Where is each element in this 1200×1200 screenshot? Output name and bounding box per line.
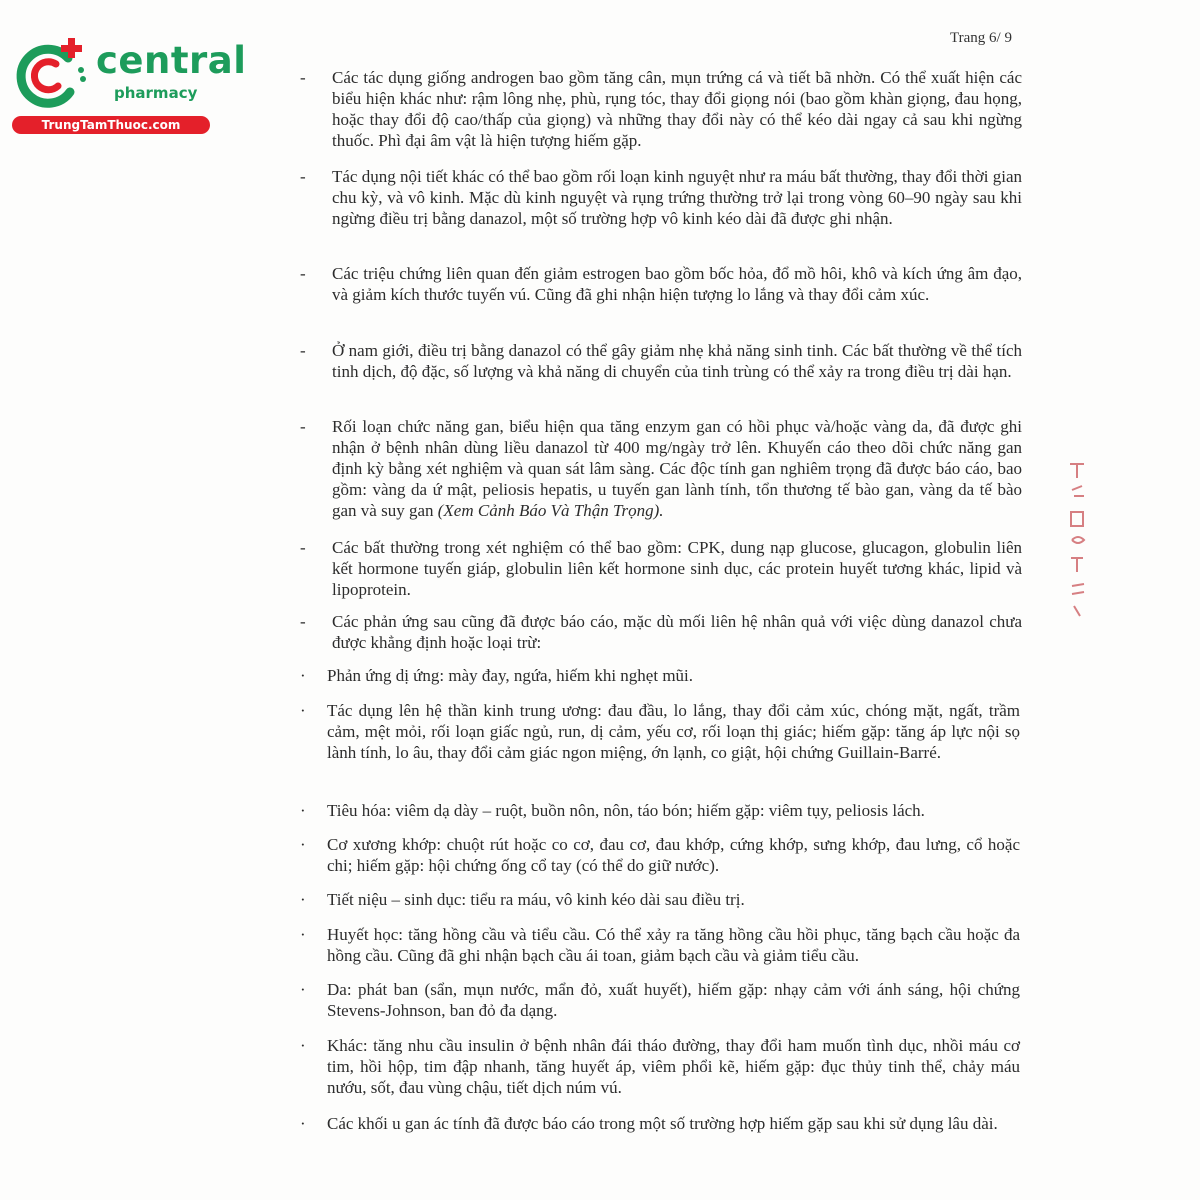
logo-website-banner: TrungTamThuoc.com [12,116,210,134]
list-bullet: · [300,801,306,820]
list-item-text [332,416,1022,521]
list-bullet: - [300,341,306,360]
list-item-text: Các bất thường trong xét nghiệm có thể bao gồm: CPK, dung nạp glucose, glucagon, globulin liên kết hormone tuyến giáp, globulin liên kết hormone sinh dục, các protein huyết tương khác, lipid và lipoprotein. [332,538,1022,599]
list-item-text: Huyết học: tăng hồng cầu và tiểu cầu. Có thể xảy ra tăng hồng cầu hồi phục, tăng bạch cầu hoặc đa hồng cầu. Cũng đã ghi nhận bạch cầu ái toan, giảm bạch cầu và giảm tiểu cầu. [327,925,1020,965]
page-number: Trang 6/ 9 [950,30,1012,46]
list-item-text: Tác dụng lên hệ thần kinh trung ương: đau đầu, lo lắng, thay đổi cảm xúc, chóng mặt, ngất, trầm cảm, mệt mỏi, rối loạn giấc ngủ, run, dị cảm, yếu cơ, rối loạn thị giác; hiếm gặp: tăng áp lực nội sọ lành tính, lo âu, thay đổi cảm giác ngon miệng, ớn lạnh, co giật, hội chứng Guillain-Barré. [327,701,1020,762]
list-bullet: · [300,835,306,854]
list-bullet: · [300,890,306,909]
list-bullet: · [300,980,306,999]
stamp-fragment [1062,460,1092,620]
list-bullet: - [300,264,306,283]
list-bullet: · [300,1114,306,1133]
list-item-text: Các khối u gan ác tính đã được báo cáo trong một số trường hợp hiếm gặp sau khi sử dụng lâu dài. [327,1114,998,1133]
list-bullet: - [300,538,306,557]
list-item-text: Da: phát ban (sẩn, mụn nước, mẩn đỏ, xuất huyết), hiếm gặp: nhạy cảm với ánh sáng, hội chứng Stevens-Johnson, ban đỏ đa dạng. [327,980,1020,1020]
list-item-text: Phản ứng dị ứng: mày đay, ngứa, hiếm khi nghẹt mũi. [327,666,694,685]
list-item-text: Các phản ứng sau cũng đã được báo cáo, mặc dù mối liên hệ nhân quả với việc dùng danazol chưa được khẳng định hoặc loại trừ: [332,612,1022,652]
list-item-text: Khác: tăng nhu cầu insulin ở bệnh nhân đái tháo đường, thay đổi ham muốn tình dục, nhồi máu cơ tim, hồi hộp, tim đập nhanh, tăng huyết áp, viêm phổi kẽ, hiếm gặp: đục thủy tinh thể, chảy máu nướu, sốt, đau vùng chậu, tiết dịch núm vú. [327,1036,1020,1097]
list-item-text-main: Rối loạn chức năng gan, biểu hiện qua tăng enzym gan có hồi phục và/hoặc vàng da, đã được ghi nhận ở bệnh nhân dùng liều danazol từ 400 mg/ngày trở lên. Khuyến cáo theo dõi chức năng gan định kỳ bằng xét nghiệm và quan sát lâm sàng. Các độc tính gan nghiêm trọng đã được báo cáo, bao gồm: vàng da ứ mật, peliosis hepatis, u tuyến gan lành tính, tổn thương tế bào gan, vàng da tế bào gan và suy gan [332,417,1022,520]
list-item-text: Tiết niệu – sinh dục: tiểu ra máu, vô kinh kéo dài sau điều trị. [327,890,745,909]
list-bullet: - [300,417,306,436]
list-item-text: Các triệu chứng liên quan đến giảm estrogen bao gồm bốc hỏa, đổ mồ hôi, khô và kích ứng âm đạo, và giảm kích thước tuyến vú. Cũng đã ghi nhận hiện tượng lo lắng và thay đổi cảm xúc. [332,264,1022,304]
logo-wordmark: central [96,39,247,82]
list-bullet: · [300,701,306,720]
list-bullet: · [300,1036,306,1055]
list-item-text: Tiêu hóa: viêm dạ dày – ruột, buồn nôn, nôn, táo bón; hiếm gặp: viêm tụy, peliosis lách. [327,801,925,820]
list-item-text: Ở nam giới, điều trị bằng danazol có thể gây giảm nhẹ khả năng sinh tinh. Các bất thường về thể tích tinh dịch, độ đặc, số lượng và khả năng di chuyển của tinh trùng có thể xảy ra trong điều trị dài hạn. [332,341,1022,381]
list-bullet: - [300,612,306,631]
list-item-text: Tác dụng nội tiết khác có thể bao gồm rối loạn kinh nguyệt như ra máu bất thường, thay đổi thời gian chu kỳ, và vô kinh. Mặc dù kinh nguyệt và rụng trứng thường trở lại trong vòng 60–90 ngày sau khi ngừng điều trị bằng danazol, một số trường hợp vô kinh kéo dài đã được ghi nhận. [332,167,1022,228]
list-bullet: - [300,68,306,87]
list-bullet: - [300,167,306,186]
cross-reference: (Xem Cảnh Báo Và Thận Trọng). [437,501,664,520]
list-bullet: · [300,925,306,944]
list-item-text: Cơ xương khớp: chuột rút hoặc co cơ, đau cơ, đau khớp, cứng khớp, sưng khớp, đau lưng, cổ hoặc chi; hiếm gặp: hội chứng ống cổ tay (có thể do giữ nước). [327,835,1020,875]
list-bullet: · [300,666,306,685]
logo-subtitle: pharmacy [114,84,198,102]
list-item-text: Các tác dụng giống androgen bao gồm tăng cân, mụn trứng cá và tiết bã nhờn. Có thể xuất hiện các biểu hiện khác như: rậm lông nhẹ, phù, rụng tóc, thay đổi giọng nói (bao gồm khàn giọng, đau họng, hoặc thay đổi độ cao/thấp của giọng) và những thay đổi này có thể kéo dài ngay cả sau khi ngừng thuốc. Phì đại âm vật là hiện tượng hiếm gặp. [332,68,1022,150]
